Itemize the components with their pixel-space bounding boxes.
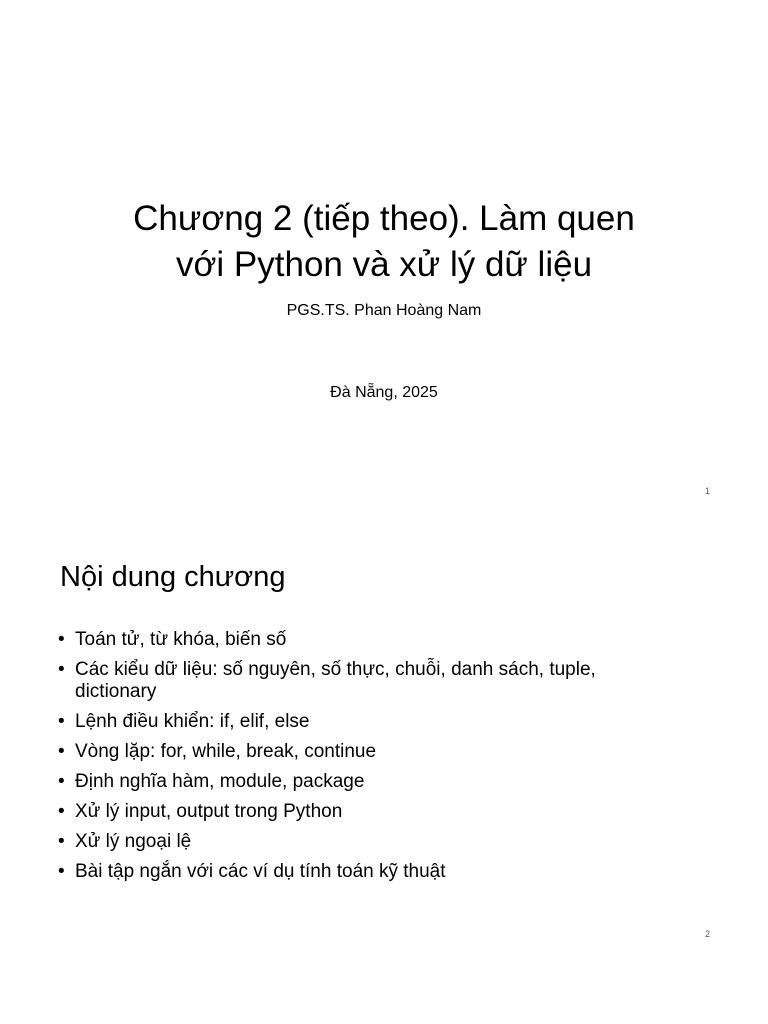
list-item bbox=[58, 831, 678, 853]
title-line-2: với Python và xử lý dữ liệu bbox=[175, 245, 593, 284]
list-item-text: Định nghĩa hàm, module, package bbox=[75, 771, 365, 792]
list-item bbox=[58, 861, 678, 883]
bullet-icon: • bbox=[58, 629, 65, 650]
bullet-icon: • bbox=[58, 659, 65, 680]
list-item bbox=[58, 629, 678, 651]
list-item-text: Vòng lặp: for, while, break, continue bbox=[75, 741, 377, 762]
author-name: PGS.TS. Phan Hoàng Nam bbox=[286, 302, 482, 319]
bullet-icon: • bbox=[58, 801, 65, 822]
content-bullet-list bbox=[58, 629, 678, 891]
bullet-icon: • bbox=[58, 831, 65, 852]
list-item-text: Các kiểu dữ liệu: số nguyên, số thực, chuỗi, danh sách, tuple, dictionary bbox=[75, 659, 596, 702]
slide-heading: Nội dung chương bbox=[60, 561, 286, 593]
list-item bbox=[58, 711, 678, 733]
list-item bbox=[58, 659, 678, 703]
bullet-icon: • bbox=[58, 861, 65, 882]
list-item-text: Xử lý ngoại lệ bbox=[75, 831, 192, 852]
bullet-icon: • bbox=[58, 771, 65, 792]
list-item bbox=[58, 801, 678, 823]
title-line-1: Chương 2 (tiếp theo). Làm quen bbox=[133, 199, 635, 238]
list-item-text: Lệnh điều khiển: if, elif, else bbox=[75, 711, 310, 732]
bullet-icon: • bbox=[58, 741, 65, 762]
bullet-icon: • bbox=[58, 711, 65, 732]
place-date: Đà Nẵng, 2025 bbox=[330, 384, 438, 401]
page-number: 1 bbox=[704, 486, 710, 496]
list-item bbox=[58, 741, 678, 763]
slide-title bbox=[60, 196, 708, 288]
list-item-text: Toán tử, từ khóa, biến số bbox=[75, 629, 287, 650]
list-item bbox=[58, 771, 678, 793]
list-item-text: Xử lý input, output trong Python bbox=[75, 801, 343, 822]
page-number: 2 bbox=[704, 929, 710, 939]
list-item-text: Bài tập ngắn với các ví dụ tính toán kỹ thuật bbox=[75, 861, 446, 882]
slide-2 bbox=[0, 512, 768, 1024]
